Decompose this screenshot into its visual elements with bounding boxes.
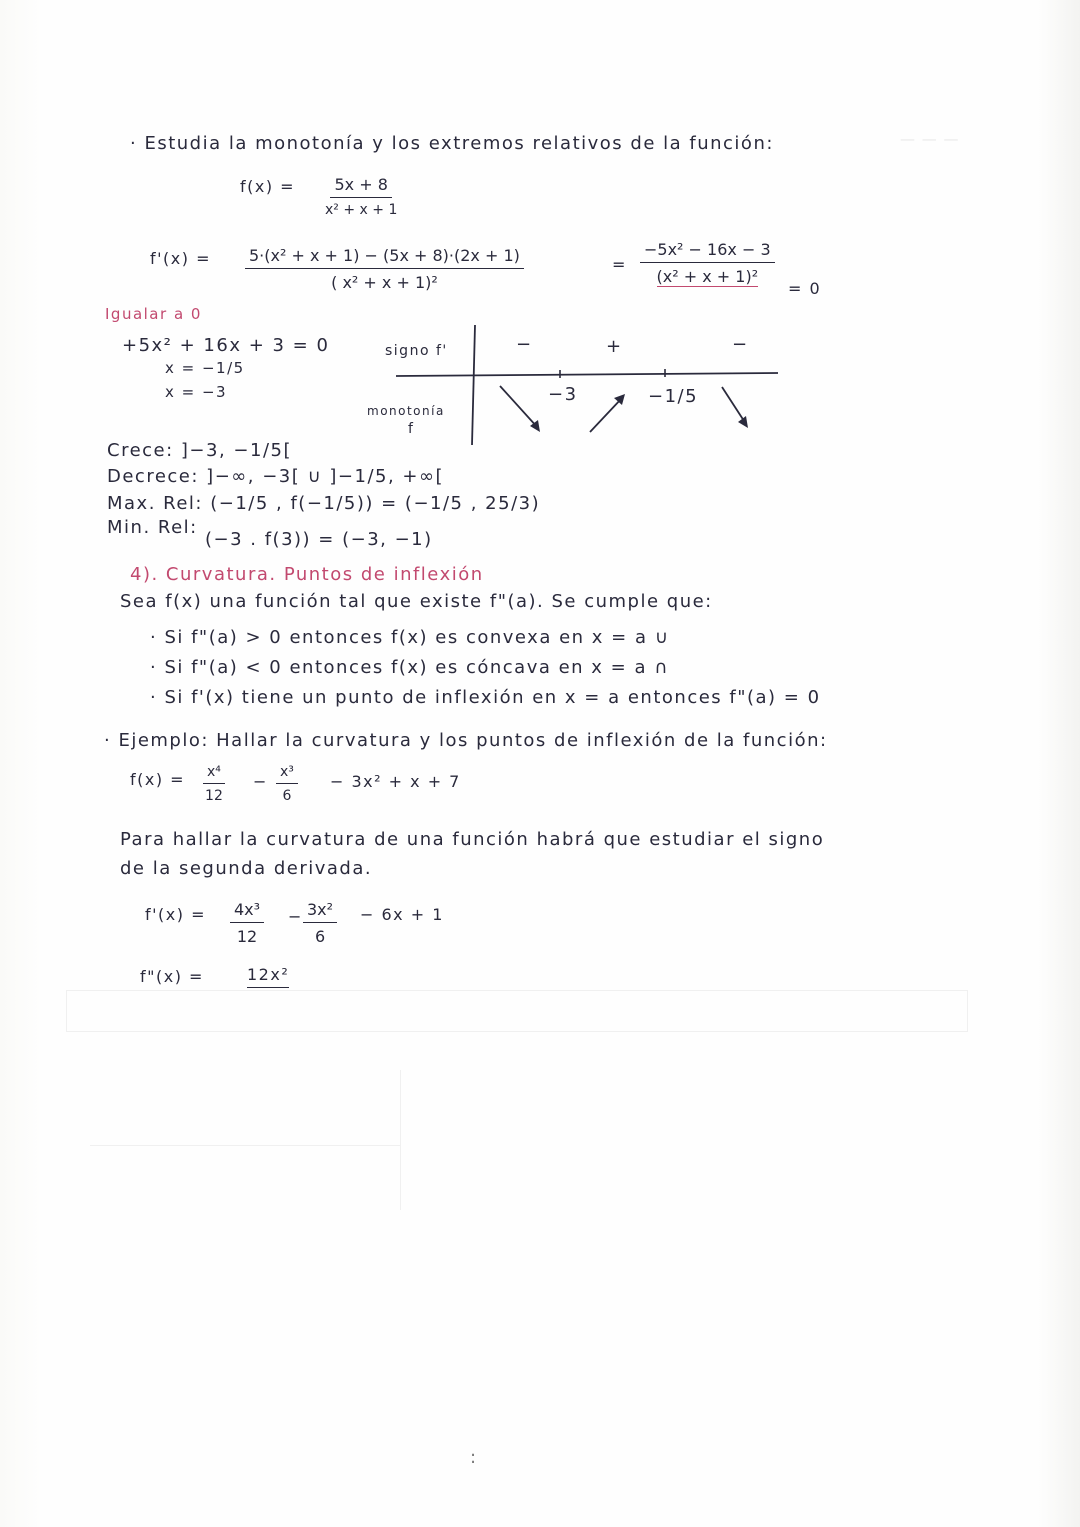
critical-point-1: −3 bbox=[548, 384, 578, 405]
derivative-numerator: 5·(x² + x + 1) − (5x + 8)·(2x + 1) bbox=[245, 246, 524, 269]
simplified-denominator: (x² + x + 1)² bbox=[657, 263, 759, 287]
term-2-numerator: x³ bbox=[276, 764, 298, 784]
second-derivative-label: f"(x) = bbox=[140, 967, 204, 986]
bleed-through: — — — bbox=[900, 130, 960, 148]
function-numerator: 5x + 8 bbox=[330, 175, 391, 198]
monotony-row-label: monotonía bbox=[367, 404, 445, 418]
simplified-numerator: −5x² − 16x − 3 bbox=[640, 240, 775, 263]
fp-term-2-numerator: 3x² bbox=[303, 900, 337, 923]
example-prompt: · Ejemplo: Hallar la curvatura y los puntos de inflexión de la función: bbox=[104, 730, 828, 751]
increasing-interval: Crece: ]−3, −1/5[ bbox=[107, 440, 292, 461]
function-denominator: x² + x + 1 bbox=[325, 202, 398, 218]
derivative-denominator: ( x² + x + 1)² bbox=[331, 273, 438, 292]
sign-row-label: signo f' bbox=[385, 343, 448, 359]
example-term-1 bbox=[203, 764, 225, 804]
term-1-numerator: x⁴ bbox=[203, 764, 225, 784]
page-marker: : bbox=[470, 1447, 478, 1468]
fp-term-2-denominator: 6 bbox=[314, 927, 326, 946]
term-2-denominator: 6 bbox=[282, 788, 292, 804]
equate-heading: Igualar a 0 bbox=[105, 305, 202, 323]
root-1: x = −1/5 bbox=[165, 359, 245, 377]
quadratic-equation: +5x² + 16x + 3 = 0 bbox=[122, 335, 330, 356]
rule-inflection: · Si f'(x) tiene un punto de inflexión en x = a entonces f"(a) = 0 bbox=[150, 687, 821, 708]
exercise-prompt: · Estudia la monotonía y los extremos relativos de la función: bbox=[130, 133, 774, 154]
example-rest: − 3x² + x + 7 bbox=[330, 772, 461, 791]
equals-zero: = 0 bbox=[788, 279, 822, 298]
example-function-label: f(x) = bbox=[130, 770, 186, 789]
sign-2: + bbox=[606, 336, 623, 357]
first-derivative-label: f'(x) = bbox=[145, 905, 206, 924]
derivative-label: f'(x) = bbox=[150, 249, 211, 268]
fp-term-1-denominator: 12 bbox=[236, 927, 258, 946]
fp-term-1-numerator: 4x³ bbox=[230, 900, 264, 923]
fp-term-2 bbox=[303, 900, 337, 946]
minus-sign: − bbox=[288, 907, 303, 926]
sign-1: − bbox=[516, 334, 533, 355]
relative-maximum: Max. Rel: (−1/5 , f(−1/5)) = (−1/5 , 25/3) bbox=[107, 493, 541, 514]
decreasing-interval: Decrece: ]−∞, −3[ ∪ ]−1/5, +∞[ bbox=[107, 466, 444, 487]
explanation-line-1: Para hallar la curvatura de una función habrá que estudiar el signo bbox=[120, 829, 825, 850]
sign-3: − bbox=[732, 334, 749, 355]
second-derivative-value: 12x² bbox=[247, 965, 289, 988]
fp-rest: − 6x + 1 bbox=[360, 905, 444, 924]
section-intro: Sea f(x) una función tal que existe f"(a). Se cumple que: bbox=[120, 591, 713, 612]
explanation-line-2: de la segunda derivada. bbox=[120, 858, 373, 879]
relative-minimum-label: Min. Rel: bbox=[107, 517, 198, 538]
critical-point-2: −1/5 bbox=[648, 386, 699, 407]
relative-minimum: (−3 . f(3)) = (−3, −1) bbox=[205, 529, 433, 550]
root-2: x = −3 bbox=[165, 383, 228, 401]
monotony-row-sub: f bbox=[408, 421, 415, 437]
equals-sign: = bbox=[612, 255, 627, 274]
fp-term-1 bbox=[230, 900, 264, 946]
example-term-2 bbox=[276, 764, 298, 804]
minus-sign: − bbox=[253, 772, 268, 791]
rule-convex: · Si f"(a) > 0 entonces f(x) es convexa en x = a ∪ bbox=[150, 627, 670, 648]
term-1-denominator: 12 bbox=[205, 788, 223, 804]
rule-concave: · Si f"(a) < 0 entonces f(x) es cóncava en x = a ∩ bbox=[150, 657, 669, 678]
section-heading: 4). Curvatura. Puntos de inflexión bbox=[130, 564, 484, 585]
function-label: f(x) = bbox=[240, 177, 296, 196]
